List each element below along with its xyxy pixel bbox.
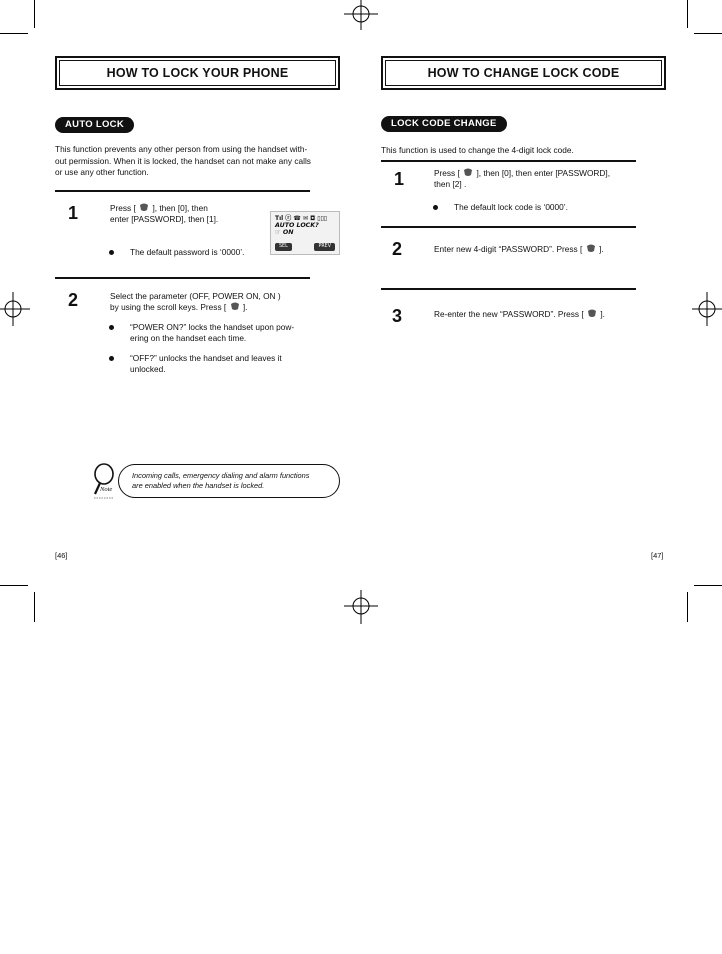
bullet-item bbox=[130, 353, 310, 375]
bullet-text: The default password is ‘0000’. bbox=[130, 247, 245, 257]
bullet-text: The default lock code is ‘0000’. bbox=[454, 202, 568, 212]
bullet-dot-icon bbox=[109, 325, 114, 330]
menu-key-icon bbox=[229, 302, 241, 311]
bullet-item bbox=[454, 202, 634, 213]
note-text bbox=[132, 471, 332, 491]
lcd-softkey-prev: PREV bbox=[314, 243, 335, 251]
step-text-segment: Press [ bbox=[110, 203, 136, 213]
section-badge-lock-code-change: LOCK CODE CHANGE bbox=[381, 116, 507, 132]
crop-mark bbox=[687, 0, 688, 28]
step-divider bbox=[55, 190, 310, 192]
note-line: Incoming calls, emergency dialing and alarm functions bbox=[132, 471, 310, 480]
step-text bbox=[110, 203, 270, 225]
lcd-status-icons: Tıl ⓡ ☎ ✉ ◘ ▯▯▯ bbox=[275, 215, 328, 222]
intro-paragraph bbox=[55, 144, 345, 179]
crosshair-registration-icon bbox=[344, 590, 378, 624]
menu-key-icon bbox=[462, 168, 474, 177]
crop-mark bbox=[34, 0, 35, 28]
crop-mark bbox=[694, 585, 722, 586]
step-text-segment: ]. bbox=[242, 302, 248, 312]
crop-mark bbox=[0, 585, 28, 586]
bullet-dot-icon bbox=[109, 250, 114, 255]
intro-paragraph bbox=[381, 145, 671, 157]
bullet-text: “POWER ON?” locks the handset upon pow- bbox=[130, 322, 295, 332]
step-text-segment: ]. bbox=[598, 244, 604, 254]
crop-mark bbox=[687, 592, 688, 622]
page-number-right: [47] bbox=[651, 551, 664, 560]
bullet-dot-icon bbox=[109, 356, 114, 361]
bullet-dot-icon bbox=[433, 205, 438, 210]
intro-line: This function is used to change the 4-digit lock code. bbox=[381, 145, 574, 155]
page-number-left: [46] bbox=[55, 551, 68, 560]
crop-mark bbox=[34, 592, 35, 622]
phone-lcd-screen bbox=[270, 211, 340, 255]
bullet-item bbox=[130, 322, 310, 344]
step-divider bbox=[55, 277, 310, 279]
section-badge-auto-lock: AUTO LOCK bbox=[55, 117, 134, 133]
step-text-segment: ], then [0], then enter [PASSWORD], bbox=[476, 168, 611, 178]
step-number: 1 bbox=[68, 203, 79, 223]
step-text-segment: Select the parameter (OFF, POWER ON, ON ) bbox=[110, 291, 281, 301]
step-text bbox=[434, 244, 654, 255]
crop-mark bbox=[694, 33, 722, 34]
step-divider bbox=[381, 160, 636, 162]
step-text bbox=[110, 291, 320, 313]
step-text-segment: ]. bbox=[600, 309, 605, 319]
lcd-softkey-sel: SEL bbox=[275, 243, 292, 251]
crosshair-registration-icon bbox=[344, 0, 378, 34]
bullet-text: “OFF?” unlocks the handset and leaves it bbox=[130, 353, 282, 363]
note-line: are enabled when the handset is locked. bbox=[132, 481, 265, 490]
crosshair-registration-icon bbox=[0, 292, 34, 326]
step-number: 2 bbox=[392, 239, 403, 259]
menu-key-icon bbox=[586, 309, 598, 318]
intro-line: or use any other function. bbox=[55, 167, 149, 177]
intro-line: This function prevents any other person from using the handset with- bbox=[55, 144, 308, 154]
page-title-text: HOW TO CHANGE LOCK CODE bbox=[427, 66, 620, 80]
step-number: 1 bbox=[394, 169, 405, 189]
bullet-text: unlocked. bbox=[130, 364, 166, 374]
menu-key-icon bbox=[585, 244, 597, 253]
menu-key-icon bbox=[138, 203, 150, 212]
lcd-line-1: AUTO LOCK? bbox=[275, 222, 319, 229]
note-magnifier-icon bbox=[90, 462, 118, 502]
step-text bbox=[434, 309, 654, 320]
intro-line: out permission. When it is locked, the handset can not make any calls bbox=[55, 155, 311, 166]
step-text-segment: Press [ bbox=[434, 168, 460, 178]
step-text-segment: ], then [0], then bbox=[152, 203, 208, 213]
step-text-segment: Re-enter the new “PASSWORD”. Press [ bbox=[434, 309, 584, 319]
step-text-segment: then [2] . bbox=[434, 179, 467, 189]
step-divider bbox=[381, 288, 636, 290]
bullet-item bbox=[130, 247, 270, 258]
page-title-right bbox=[381, 56, 666, 90]
crop-mark bbox=[0, 33, 28, 34]
page-title-text: HOW TO LOCK YOUR PHONE bbox=[106, 66, 289, 80]
step-text-segment: Enter new 4-digit “PASSWORD”. Press [ bbox=[434, 244, 583, 254]
step-divider bbox=[381, 226, 636, 228]
bullet-text: ering on the handset each time. bbox=[130, 333, 247, 343]
step-text-segment: enter [PASSWORD], then [1]. bbox=[110, 214, 219, 224]
crosshair-registration-icon bbox=[688, 292, 722, 326]
step-number: 2 bbox=[68, 290, 79, 310]
step-number: 3 bbox=[392, 306, 403, 326]
page-title-left bbox=[55, 56, 340, 90]
step-text bbox=[434, 168, 654, 190]
note-icon-label: Note bbox=[100, 486, 113, 493]
lcd-line-2: ☞ ON bbox=[275, 229, 294, 236]
step-text-segment: by using the scroll keys. Press [ bbox=[110, 302, 227, 312]
